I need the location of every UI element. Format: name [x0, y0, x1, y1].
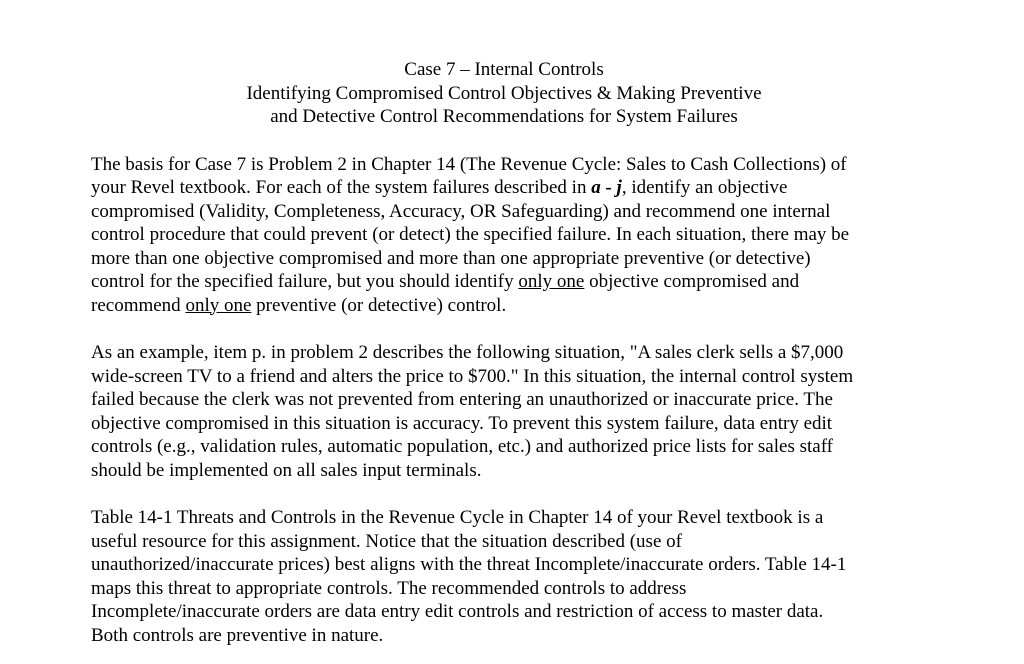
title-line-1: Case 7 – Internal Controls	[404, 59, 604, 80]
text-run: control for the specified failure, but you should identify	[91, 271, 519, 292]
paragraph-line: controls (e.g., validation rules, automatic population, etc.) and authorized price lists for sales staff	[91, 436, 834, 457]
paragraph-line: more than one objective compromised and more than one appropriate preventive (or detective)	[91, 247, 811, 269]
paragraph-line	[91, 294, 931, 318]
document-title	[89, 58, 919, 129]
text-run: your Revel textbook. For each of the system failures described in	[91, 177, 592, 198]
paragraph-line: should be implemented on all sales input terminals.	[91, 459, 482, 481]
text-run: recommend	[91, 294, 186, 316]
title-line-2: Identifying Compromised Control Objectives & Making Preventive	[246, 82, 762, 104]
text-run: objective compromised and	[584, 271, 800, 292]
title-line-3: and Detective Control Recommendations for System Failures	[270, 106, 738, 127]
paragraph-line: maps this threat to appropriate controls. The recommended controls to address	[91, 577, 687, 599]
paragraph-line: Both controls are preventive in nature.	[91, 624, 384, 646]
paragraph-line	[91, 176, 931, 200]
paragraph-line	[91, 270, 931, 294]
paragraph-table-reference	[91, 506, 931, 647]
paragraph-line: useful resource for this assignment. Notice that the situation described (use of	[91, 530, 682, 552]
text-run: preventive (or detective) control.	[251, 294, 507, 316]
paragraph-line: compromised (Validity, Completeness, Accuracy, OR Safeguarding) and recommend one internal	[91, 200, 831, 222]
paragraph-instructions	[91, 153, 931, 318]
document-page	[91, 58, 931, 647]
paragraph-line: failed because the clerk was not prevented from entering an unauthorized or inaccurate price. The	[91, 389, 833, 410]
paragraph-line: objective compromised in this situation is accuracy. To prevent this system failure, data entry edit	[91, 412, 833, 434]
paragraph-example	[91, 341, 931, 482]
paragraph-line: control procedure that could prevent (or detect) the specified failure. In each situation, there may be	[91, 224, 850, 245]
paragraph-line: unauthorized/inaccurate prices) best aligns with the threat Incomplete/inaccurate orders. Table 14-1	[91, 554, 847, 575]
paragraph-line: Table 14-1 Threats and Controls in the Revenue Cycle in Chapter 14 of your Revel textbook is a	[91, 507, 824, 528]
paragraph-line: wide-screen TV to a friend and alters the price to $700." In this situation, the internal control system	[91, 365, 854, 387]
item-range-emphasis: a - j	[591, 177, 622, 198]
paragraph-line: As an example, item p. in problem 2 describes the following situation, "A sales clerk sells a $7,000	[91, 342, 844, 363]
underlined-emphasis: only one	[185, 294, 252, 316]
text-run: , identify an objective	[621, 177, 788, 198]
paragraph-line: Incomplete/inaccurate orders are data entry edit controls and restriction of access to master data.	[91, 601, 824, 622]
underlined-emphasis: only one	[518, 271, 585, 292]
paragraph-line: The basis for Case 7 is Problem 2 in Chapter 14 (The Revenue Cycle: Sales to Cash Collections) of	[91, 153, 847, 175]
